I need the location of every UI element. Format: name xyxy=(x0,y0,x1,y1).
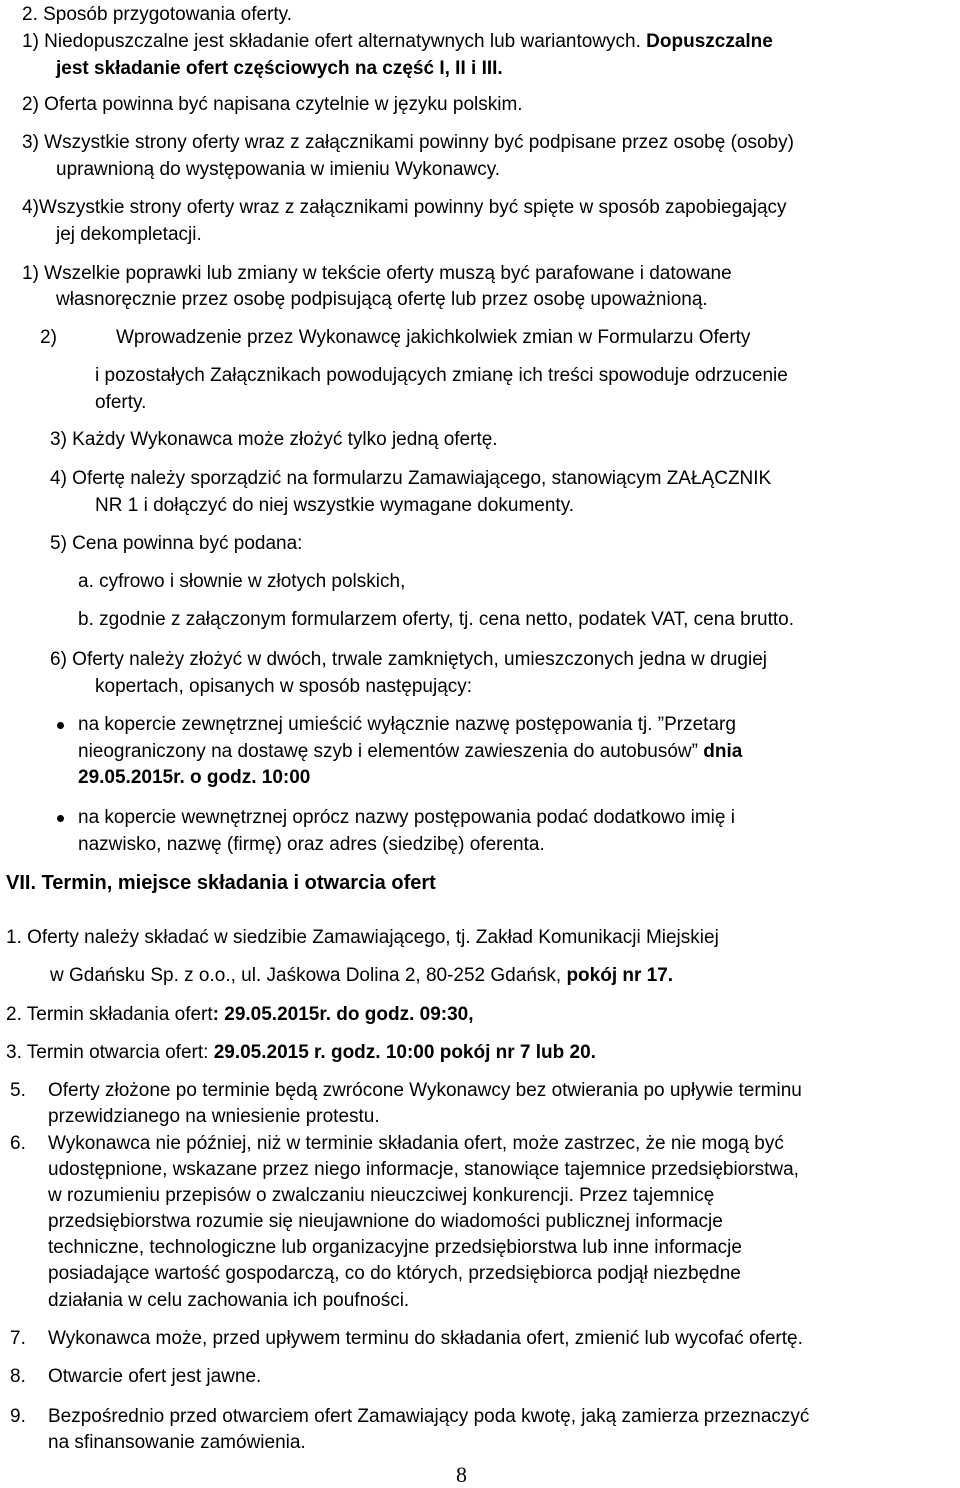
paragraph-line: kopertach, opisanych w sposób następujący: xyxy=(95,676,473,697)
bold-text: 29.05.2015r. o godz. 10:00 xyxy=(78,767,311,788)
list-item: a. cyfrowo i słownie w złotych polskich, xyxy=(78,571,406,592)
paragraph-line: Wykonawca może, przed upływem terminu do składania ofert, zmienić lub wycofać ofertę. xyxy=(48,1328,803,1349)
paragraph-line: Oferty złożone po terminie będą zwrócone Wykonawcy bez otwierania po upływie terminu xyxy=(48,1080,802,1101)
paragraph-line: posiadające wartość gospodarczą, co do których, przedsiębiorca podjął niezbędne xyxy=(48,1263,741,1284)
list-number: 7. xyxy=(10,1328,26,1349)
paragraph-line: Bezpośrednio przed otwarciem ofert Zamawiający poda kwotę, jaką zamierza przeznaczyć xyxy=(48,1406,810,1427)
bold-text: dnia xyxy=(703,741,743,762)
list-number: 5. xyxy=(10,1080,26,1101)
paragraph-line xyxy=(6,1040,596,1066)
paragraph-line: 3) Wszystkie strony oferty wraz z załącznikami powinny być podpisane przez osobę (osoby) xyxy=(22,132,794,153)
paragraph-line: 4) Ofertę należy sporządzić na formularzu Zamawiającego, stanowiącym ZAŁĄCZNIK xyxy=(50,468,772,489)
paragraph-line: na kopercie zewnętrznej umieścić wyłącznie nazwę postępowania tj. ”Przetarg xyxy=(78,714,736,735)
paragraph-line xyxy=(6,1002,474,1028)
paragraph-line: uprawnioną do występowania w imieniu Wykonawcy. xyxy=(56,159,501,180)
text-run: 1) Niedopuszczalne jest składanie ofert alternatywnych lub wariantowych. xyxy=(22,31,647,52)
list-number: 6. xyxy=(10,1133,26,1154)
paragraph-line: oferty. xyxy=(95,392,147,413)
paragraph-line: na kopercie wewnętrznej oprócz nazwy postępowania podać dodatkowo imię i xyxy=(78,807,735,828)
section-heading: VII. Termin, miejsce składania i otwarcia ofert xyxy=(6,872,436,894)
list-item: b. zgodnie z załączonym formularzem oferty, tj. cena netto, podatek VAT, cena brutto. xyxy=(78,609,795,630)
bullet-icon xyxy=(57,722,64,729)
bullet-icon xyxy=(57,815,64,822)
paragraph-line: 1) Wszelkie poprawki lub zmiany w tekście oferty muszą być parafowane i datowane xyxy=(22,263,732,284)
paragraph-line: działania w celu zachowania ich poufności. xyxy=(48,1290,410,1311)
bold-text: 29.05.2015 r. godz. 10:00 pokój nr 7 lub 20. xyxy=(213,1042,596,1063)
paragraph-line: nazwisko, nazwę (firmę) oraz adres (siedzibę) oferenta. xyxy=(78,834,545,855)
paragraph-line: 4)Wszystkie strony oferty wraz z załącznikami powinny być spięte w sposób zapobiegający xyxy=(22,197,787,218)
paragraph-line: techniczne, technologiczne lub organizacyjne przedsiębiorstwa lub inne informacje xyxy=(48,1237,742,1258)
list-number: 8. xyxy=(10,1366,26,1387)
bold-text: : 29.05.2015r. do godz. 09:30, xyxy=(212,1004,474,1025)
bold-text: jest składanie ofert częściowych na część I, II i III. xyxy=(56,58,503,79)
paragraph-line: jej dekompletacji. xyxy=(56,224,202,245)
section-heading: 2. Sposób przygotowania oferty. xyxy=(22,4,293,25)
paragraph-line: 6) Oferty należy złożyć w dwóch, trwale zamkniętych, umieszczonych jedna w drugiej xyxy=(50,649,768,670)
paragraph-line xyxy=(78,739,742,765)
paragraph-line: Wykonawca nie później, niż w terminie składania ofert, może zastrzec, że nie mogą być xyxy=(48,1133,784,1154)
paragraph-line: 2) Oferta powinna być napisana czytelnie w języku polskim. xyxy=(22,94,523,115)
text-run: nieograniczony na dostawę szyb i elementów zawieszenia do autobusów” xyxy=(78,741,704,762)
paragraph-line: Wprowadzenie przez Wykonawcę jakichkolwiek zmian w Formularzu Oferty xyxy=(116,327,751,348)
paragraph-line: 1. Oferty należy składać w siedzibie Zamawiającego, tj. Zakład Komunikacji Miejskiej xyxy=(6,927,719,948)
paragraph-line: w rozumieniu przepisów o zwalczaniu nieuczciwej konkurencji. Przez tajemnicę xyxy=(48,1185,715,1206)
paragraph-line: przedsiębiorstwa rozumie się nieujawnione do wiadomości publicznej informacje xyxy=(48,1211,723,1232)
list-number: 2) xyxy=(40,327,57,348)
paragraph-line xyxy=(50,963,673,989)
bold-text: Dopuszczalne xyxy=(646,31,773,52)
paragraph-line: 3) Każdy Wykonawca może złożyć tylko jedną ofertę. xyxy=(50,429,498,450)
paragraph-line: własnoręcznie przez osobę podpisującą ofertę lub przez osobę upoważnioną. xyxy=(56,289,708,310)
text-run: 2. Termin składania ofert xyxy=(6,1004,213,1025)
paragraph-line: Otwarcie ofert jest jawne. xyxy=(48,1366,262,1387)
list-number: 9. xyxy=(10,1406,26,1427)
paragraph-line: na sfinansowanie zamówienia. xyxy=(48,1432,306,1453)
text-run: w Gdańsku Sp. z o.o., ul. Jaśkowa Dolina 2, 80-252 Gdańsk, xyxy=(50,965,567,986)
paragraph-line: NR 1 i dołączyć do niej wszystkie wymagane dokumenty. xyxy=(95,495,575,516)
page-number: 8 xyxy=(456,1462,467,1487)
bold-text: pokój nr 17. xyxy=(566,965,674,986)
paragraph-line: 5) Cena powinna być podana: xyxy=(50,533,303,554)
paragraph-line: przewidzianego na wniesienie protestu. xyxy=(48,1106,380,1127)
paragraph-line: udostępnione, wskazane przez niego informacje, stanowiące tajemnice przedsiębiorstwa, xyxy=(48,1159,799,1180)
paragraph-line xyxy=(22,29,773,55)
text-run: 3. Termin otwarcia ofert: xyxy=(6,1042,214,1063)
paragraph-line: i pozostałych Załącznikach powodujących zmianę ich treści spowoduje odrzucenie xyxy=(95,365,788,386)
